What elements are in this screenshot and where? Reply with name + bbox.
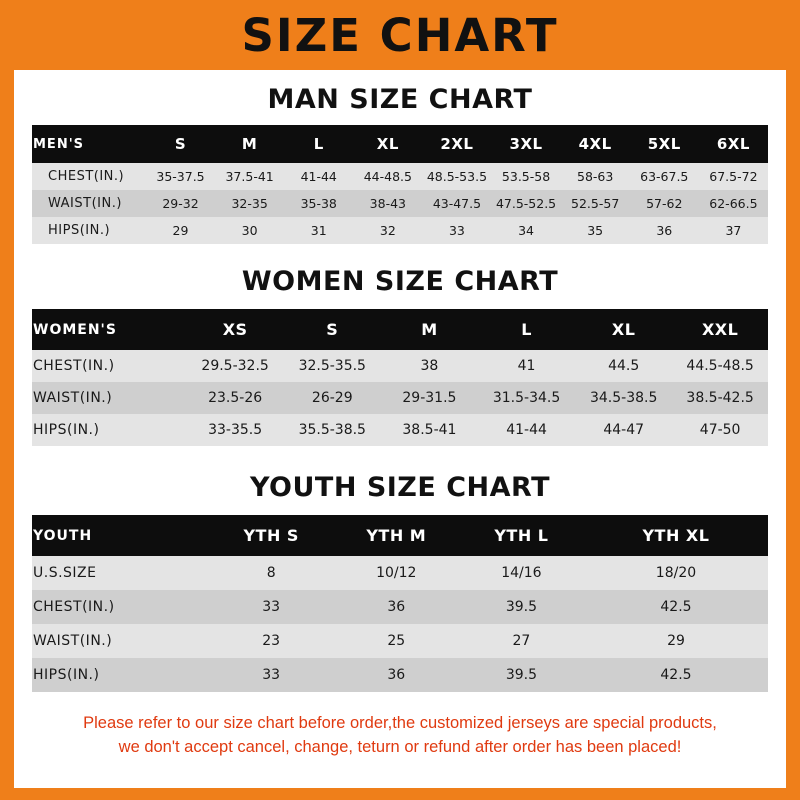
- table-cell: 32-35: [215, 190, 284, 217]
- column-header: S: [284, 309, 381, 350]
- table-cell: 48.5-53.5: [422, 163, 491, 190]
- table-cell: 33: [209, 590, 334, 624]
- page-title: SIZE CHART: [241, 8, 559, 62]
- table-cell: 37.5-41: [215, 163, 284, 190]
- footer-line-2: we don't accept cancel, change, teturn or refund after order has been placed!: [118, 737, 682, 756]
- column-header: YTH M: [334, 515, 459, 556]
- table-cell: 33: [422, 217, 491, 244]
- table-cell: 44.5: [575, 350, 672, 382]
- table-cell: 47.5-52.5: [492, 190, 561, 217]
- column-header: XS: [187, 309, 284, 350]
- column-header: M: [215, 125, 284, 163]
- table-cell: 43-47.5: [422, 190, 491, 217]
- table-cell: 31: [284, 217, 353, 244]
- table-cell: 62-66.5: [699, 190, 768, 217]
- column-header: YTH L: [459, 515, 584, 556]
- table-row: [32, 163, 768, 190]
- table-cell: 34: [492, 217, 561, 244]
- table-cell: 23.5-26: [187, 382, 284, 414]
- table-cell: 38.5-42.5: [672, 382, 768, 414]
- table-cell: 41-44: [478, 414, 575, 446]
- table-header-row: [32, 309, 768, 350]
- table-cell: 41: [478, 350, 575, 382]
- table-cell: 8: [209, 556, 334, 590]
- table-cell: 36: [334, 658, 459, 692]
- table-cell: 42.5: [584, 658, 768, 692]
- footer-accent-bar: [0, 788, 800, 800]
- table-cell: 35-37.5: [146, 163, 215, 190]
- column-header: XL: [575, 309, 672, 350]
- row-label: HIPS(IN.): [32, 414, 187, 446]
- table-cell: 29.5-32.5: [187, 350, 284, 382]
- table-cell: 36: [334, 590, 459, 624]
- man-section-title: MAN SIZE CHART: [267, 84, 533, 115]
- table-cell: 57-62: [630, 190, 699, 217]
- row-label: WAIST(IN.): [32, 190, 146, 217]
- table-row: [32, 190, 768, 217]
- column-header: M: [381, 309, 478, 350]
- row-label: CHEST(IN.): [32, 590, 209, 624]
- women-size-section: [14, 266, 786, 446]
- table-cell: 35.5-38.5: [284, 414, 381, 446]
- women-size-table: [32, 309, 768, 446]
- table-cell: 37: [699, 217, 768, 244]
- table-header-row: [32, 125, 768, 163]
- table-cell: 36: [630, 217, 699, 244]
- youth-size-table: [32, 515, 768, 692]
- table-cell: 25: [334, 624, 459, 658]
- column-header: L: [284, 125, 353, 163]
- table-cell: 39.5: [459, 590, 584, 624]
- table-cell: 33-35.5: [187, 414, 284, 446]
- row-label: WAIST(IN.): [32, 624, 209, 658]
- table-cell: 29-32: [146, 190, 215, 217]
- table-cell: 41-44: [284, 163, 353, 190]
- column-header: 3XL: [492, 125, 561, 163]
- column-header: XL: [353, 125, 422, 163]
- header-banner: [14, 0, 786, 70]
- footer-disclaimer: [14, 712, 786, 760]
- footer-line-1: Please refer to our size chart before order,the customized jerseys are special products,: [83, 714, 717, 732]
- column-header: YTH S: [209, 515, 334, 556]
- man-size-section: [14, 84, 786, 244]
- column-header: L: [478, 309, 575, 350]
- table-cell: 52.5-57: [561, 190, 630, 217]
- table-cell: 32: [353, 217, 422, 244]
- table-cell: 44.5-48.5: [672, 350, 768, 382]
- column-header: S: [146, 125, 215, 163]
- column-header: MEN'S: [32, 125, 146, 163]
- row-label: HIPS(IN.): [32, 658, 209, 692]
- table-cell: 39.5: [459, 658, 584, 692]
- table-cell: 35-38: [284, 190, 353, 217]
- table-cell: 38: [381, 350, 478, 382]
- youth-size-section: [14, 472, 786, 692]
- table-cell: 63-67.5: [630, 163, 699, 190]
- table-cell: 29: [146, 217, 215, 244]
- man-size-table: [32, 125, 768, 244]
- table-cell: 35: [561, 217, 630, 244]
- table-cell: 53.5-58: [492, 163, 561, 190]
- table-cell: 14/16: [459, 556, 584, 590]
- column-header: WOMEN'S: [32, 309, 187, 350]
- table-cell: 44-47: [575, 414, 672, 446]
- table-cell: 32.5-35.5: [284, 350, 381, 382]
- table-header-row: [32, 515, 768, 556]
- table-row: [32, 590, 768, 624]
- table-row: [32, 382, 768, 414]
- column-header: 4XL: [561, 125, 630, 163]
- table-cell: 58-63: [561, 163, 630, 190]
- row-label: CHEST(IN.): [32, 350, 187, 382]
- column-header: 6XL: [699, 125, 768, 163]
- table-cell: 10/12: [334, 556, 459, 590]
- column-header: 2XL: [422, 125, 491, 163]
- row-label: HIPS(IN.): [32, 217, 146, 244]
- row-label: CHEST(IN.): [32, 163, 146, 190]
- column-header: XXL: [672, 309, 768, 350]
- table-row: [32, 556, 768, 590]
- row-label: WAIST(IN.): [32, 382, 187, 414]
- table-cell: 18/20: [584, 556, 768, 590]
- table-cell: 23: [209, 624, 334, 658]
- column-header: YOUTH: [32, 515, 209, 556]
- table-row: [32, 624, 768, 658]
- column-header: YTH XL: [584, 515, 768, 556]
- table-cell: 47-50: [672, 414, 768, 446]
- table-cell: 38-43: [353, 190, 422, 217]
- youth-section-title: YOUTH SIZE CHART: [249, 472, 551, 503]
- table-cell: 33: [209, 658, 334, 692]
- table-cell: 27: [459, 624, 584, 658]
- table-cell: 30: [215, 217, 284, 244]
- row-label: U.S.SIZE: [32, 556, 209, 590]
- table-cell: 67.5-72: [699, 163, 768, 190]
- table-cell: 42.5: [584, 590, 768, 624]
- table-row: [32, 350, 768, 382]
- table-row: [32, 217, 768, 244]
- table-cell: 29: [584, 624, 768, 658]
- column-header: 5XL: [630, 125, 699, 163]
- table-cell: 44-48.5: [353, 163, 422, 190]
- table-cell: 31.5-34.5: [478, 382, 575, 414]
- table-cell: 29-31.5: [381, 382, 478, 414]
- table-row: [32, 414, 768, 446]
- table-cell: 38.5-41: [381, 414, 478, 446]
- table-row: [32, 658, 768, 692]
- table-cell: 34.5-38.5: [575, 382, 672, 414]
- table-cell: 26-29: [284, 382, 381, 414]
- women-section-title: WOMEN SIZE CHART: [241, 266, 559, 297]
